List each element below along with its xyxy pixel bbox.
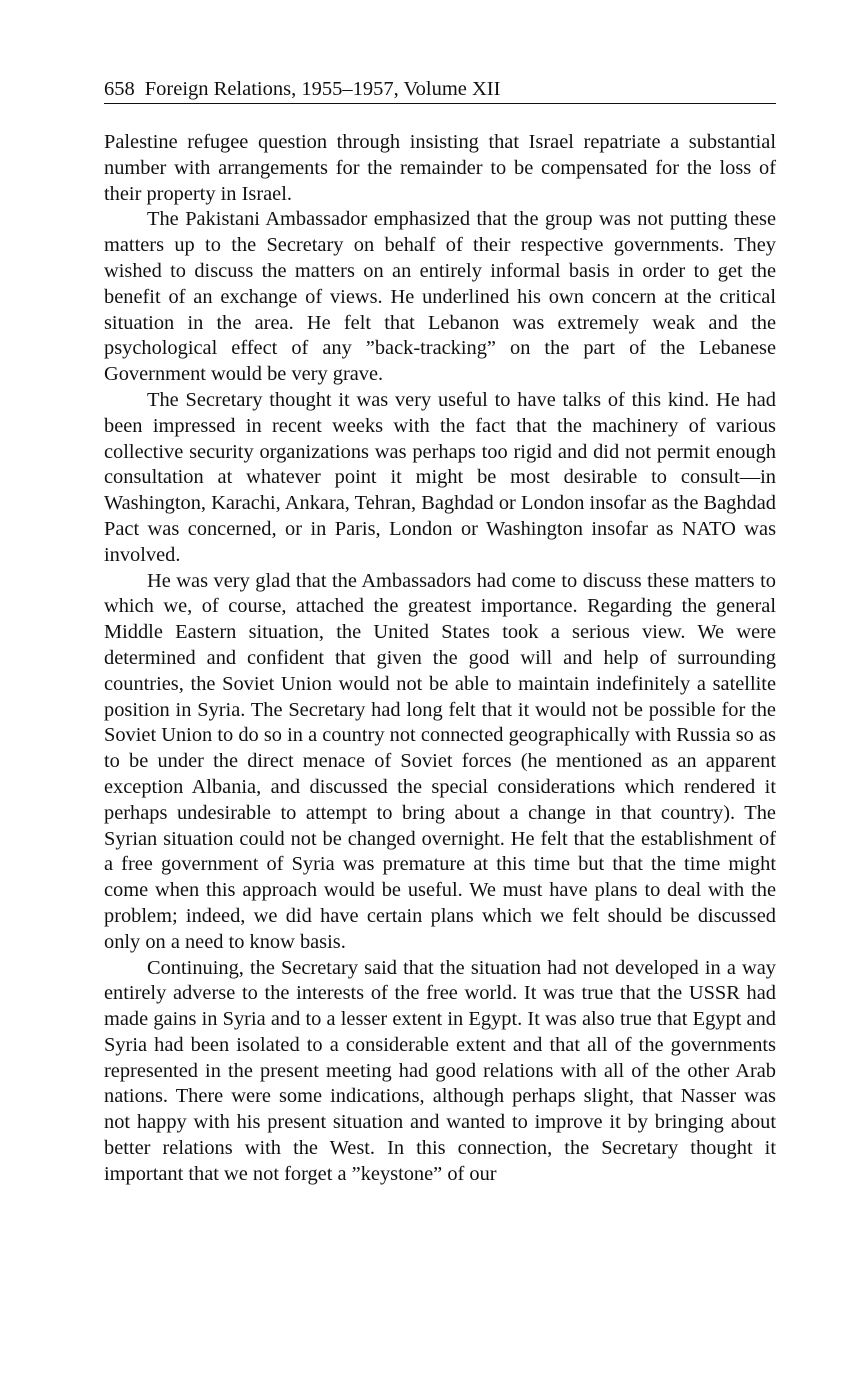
paragraph: The Pakistani Ambassador emphasized that the group was not putting these matters up to the Secretary on behalf of their respective governments. They wished to discuss the matters on an entirely informal basis in order to get the benefit of an exchange of views. He underlined his own concern at the critical situation in the area. He felt that Lebanon was extremely weak and the psychological effect of any ”back-tracking” on the part of the Lebanese Government would be very grave. — [104, 208, 776, 386]
running-head — [104, 76, 776, 104]
running-title: Foreign Relations, 1955–1957, Volume XII — [144, 78, 501, 100]
paragraph: He was very glad that the Ambassadors had come to discuss these matters to which we, of course, attached the greatest importance. Regarding the general Middle Eastern situation, the United States took a serious view. We were determined and confident that given the good will and help of surrounding countries, the Soviet Union would not be able to maintain indefinitely a satellite position in Syria. The Secretary had long felt that it would not be possible for the Soviet Union to do so in a country not connected geographically with Russia so as to be under the direct menace of Soviet forces (he mentioned as an apparent exception Albania, and discussed the special considerations which rendered it perhaps undesirable to attempt to bring about a change in that country). The Syrian situation could not be changed overnight. He felt that the establishment of a free government of Syria was premature at this time but that the time might come when this approach would be useful. We must have plans to deal with the problem; indeed, we did have certain plans which we felt should be discussed only on a need to know basis. — [104, 569, 776, 953]
page-number: 658 — [104, 78, 135, 100]
paragraph-continued: Palestine refugee question through insisting that Israel repatriate a substantial number with arrangements for the remainder to be compensated for the loss of their property in Israel. — [104, 131, 776, 205]
paragraph: Continuing, the Secretary said that the situation had not developed in a way entirely adverse to the interests of the free world. It was true that the USSR had made gains in Syria and to a lesser extent in Egypt. It was also true that Egypt and Syria had been isolated to a considerable extent and that all of the governments represented in the present meeting had good relations with all of the other Arab nations. There were some indications, although perhaps slight, that Nasser was not happy with his present situation and wanted to improve it by bringing about better relations with the West. In this connection, the Secretary thought it important that we not forget a ”keystone” of our — [104, 956, 776, 1185]
paragraph: The Secretary thought it was very useful to have talks of this kind. He had been impressed in recent weeks with the fact that the machinery of various collective security organizations was perhaps too rigid and did not permit enough consultation at whatever point it might be most desirable to consult—in Washington, Karachi, Ankara, Tehran, Baghdad or London insofar as the Baghdad Pact was concerned, or in Paris, London or Washington insofar as NATO was involved. — [104, 388, 776, 566]
body-text — [104, 130, 776, 1188]
